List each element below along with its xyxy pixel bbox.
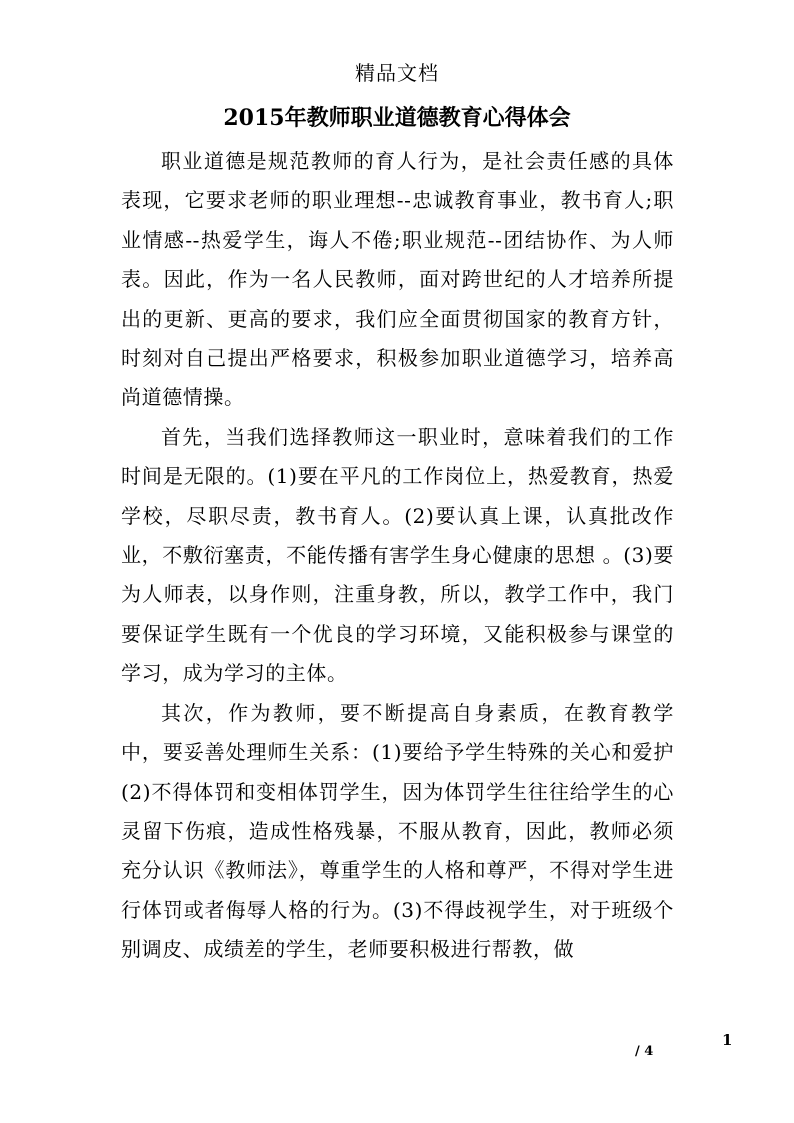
document-body — [121, 142, 674, 970]
header-label: 精品文档 — [355, 61, 439, 85]
paragraph: 其次，作为教师，要不断提高自身素质，在教育教学中，要妥善处理师生关系：(1)要给予学生特殊的关心和爱护(2)不得体罚和变相体罚学生，因为体罚学生往往给学生的心灵留下伤痕，造成性格残暴，不服从教育，因此，教师必须充分认识《教师法》，尊重学生的人格和尊严，不得对学生进行体罚或者侮辱人格的行为。(3)不得歧视学生，对于班级个别调皮、成绩差的学生，老师要积极进行帮教，做 — [121, 700, 674, 962]
paragraph: 首先，当我们选择教师这一职业时，意味着我们的工作时间是无限的。(1)要在平凡的工作岗位上，热爱教育，热爱学校，尽职尽责，教书育人。(2)要认真上课，认真批改作业，不敷衍塞责，不能传播有害学生身心健康的思想 。(3)要为人师表，以身作则，注重身教，所以，教学工作中，我门要保证学生既有一个优良的学习环境，又能积极参与课堂的学习，成为学习的主体。 — [121, 424, 674, 686]
paragraph: 职业道德是规范教师的育人行为，是社会责任感的具体表现，它要求老师的职业理想--忠诚教育事业，教书育人;职业情感--热爱学生，诲人不倦;职业规范--团结协作、为人师表。因此，作为一名人民教师，面对跨世纪的人才培养所提出的更新、更高的要求，我们应全面贯彻国家的教育方针，时刻对自己提出严格要求，积极参加职业道德学习，培养高尚道德情操。 — [121, 149, 674, 410]
page-total: / 4 — [635, 1044, 654, 1059]
document-title: 2015年教师职业道德教育心得体会 — [223, 105, 571, 131]
page-number: 1 — [722, 1031, 733, 1049]
